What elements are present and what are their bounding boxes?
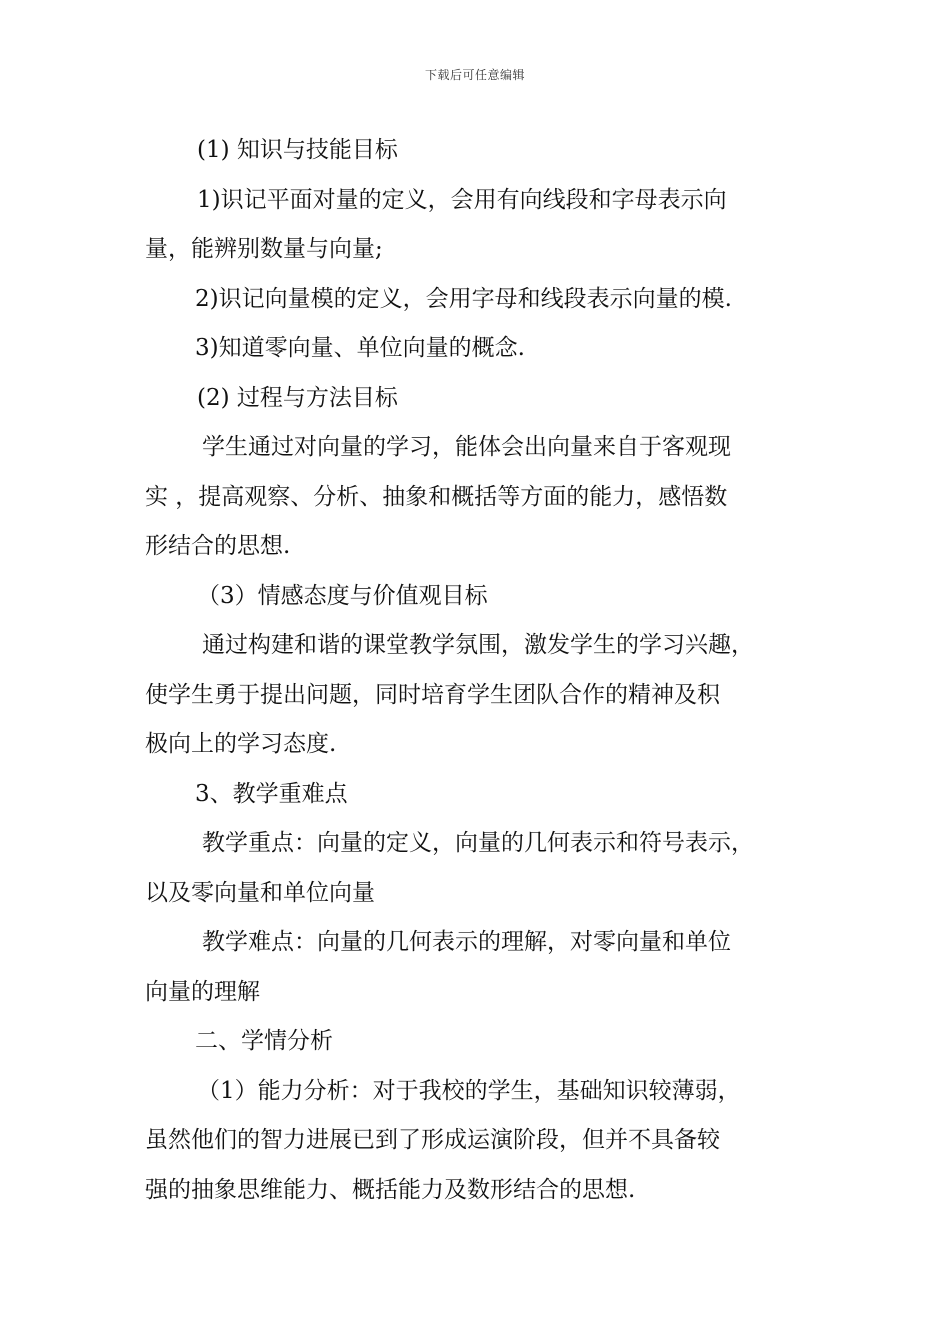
paragraph-line: （1）能力分析：对于我校的学生，基础知识较薄弱， [197, 1077, 741, 1104]
paragraph-line: 通过构建和谐的课堂教学氛围，激发学生的学习兴趣， [202, 632, 754, 658]
paragraph-line: 2)识记向量模的定义，会用字母和线段表示向量的模. [195, 285, 732, 312]
paragraph-line: 教学难点：向量的几何表示的理解，对零向量和单位 [202, 929, 731, 955]
paragraph-line: 以及零向量和单位向量 [145, 879, 375, 906]
heading-knowledge-skills: (1) 知识与技能目标 [197, 137, 398, 163]
heading-student-analysis: 二、学情分析 [195, 1028, 333, 1054]
paragraph-line: 极向上的学习态度. [145, 731, 337, 757]
heading-key-difficulties: 3、教学重难点 [195, 780, 348, 807]
heading-emotion-values: （3）情感态度与价值观目标 [197, 582, 488, 609]
paragraph-line: 形结合的思想. [145, 533, 291, 559]
heading-process-methods: (2) 过程与方法目标 [197, 384, 398, 411]
paragraph-line: 教学重点：向量的定义，向量的几何表示和符号表示， [202, 830, 754, 856]
paragraph-line: 3)知道零向量、单位向量的概念. [195, 335, 525, 361]
page-header: 下载后可任意编辑 [424, 68, 525, 82]
paragraph-line: 1)识记平面对量的定义，会用有向线段和字母表示向 [197, 186, 727, 213]
paragraph-line: 强的抽象思维能力、概括能力及数形结合的思想. [145, 1176, 636, 1203]
document-body [145, 126, 825, 1215]
paragraph-line: 虽然他们的智力进展已到了形成运演阶段，但并不具备较 [145, 1127, 720, 1153]
paragraph-line: 向量的理解 [145, 978, 260, 1005]
paragraph-line: 量，能辨别数量与向量; [145, 236, 383, 262]
paragraph-line: 使学生勇于提出问题，同时培育学生团队合作的精神及积 [145, 681, 720, 708]
paragraph-line: 实 ，提高观察、分析、抽象和概括等方面的能力，感悟数 [145, 483, 728, 510]
paragraph-line: 学生通过对向量的学习，能体会出向量来自于客观现 [202, 434, 731, 460]
